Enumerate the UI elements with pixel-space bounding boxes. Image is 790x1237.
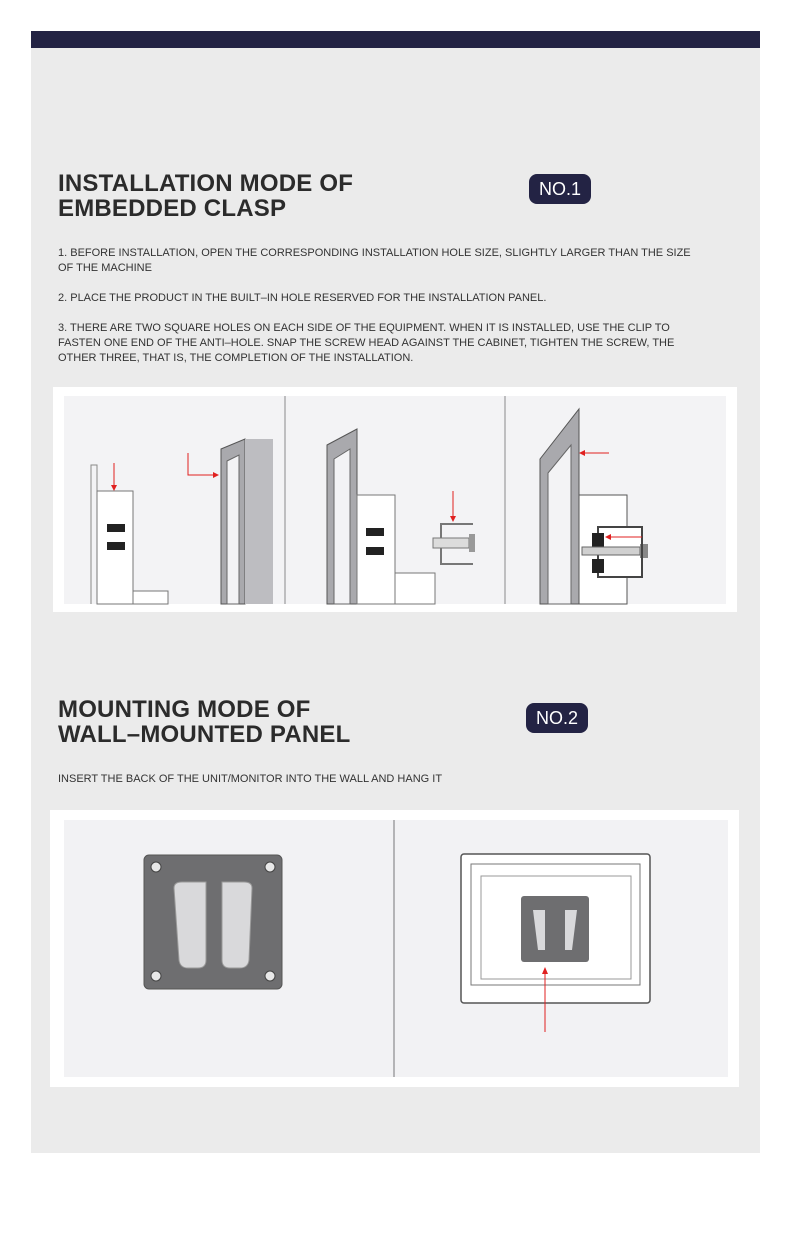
section1-title-line1: INSTALLATION MODE OF (58, 170, 354, 197)
section1-title (58, 171, 353, 221)
top-banner-bar (31, 31, 760, 48)
section1-step-1: 1. BEFORE INSTALLATION, OPEN THE CORRESPONDING INSTALLATION HOLE SIZE, SLIGHTLY LARGER THAN THE SIZE OF THE MACHINE (58, 247, 691, 274)
section2-description: INSERT THE BACK OF THE UNIT/MONITOR INTO THE WALL AND HANG IT (58, 773, 443, 785)
section2-title-line1: MOUNTING MODE OF (58, 696, 311, 723)
wall-bracket-diagram (144, 855, 282, 989)
section1-badge: NO.1 (529, 174, 591, 204)
section2-title-line2: WALL–MOUNTED PANEL (58, 721, 351, 748)
section1-step-3: 3. THERE ARE TWO SQUARE HOLES ON EACH SIDE OF THE EQUIPMENT. WHEN IT IS INSTALLED, USE THE CLIP TO FASTEN ONE END OF THE ANTI–HOLE. SNAP THE SCREW HEAD AGAINST THE CABINET, TIGHTEN THE SCREW, THE OTHER THREE, THAT IS, THE COMPLETION OF THE INSTALLATION. (58, 322, 675, 364)
section1-step-2: 2. PLACE THE PRODUCT IN THE BUILT–IN HOLE RESERVED FOR THE INSTALLATION PANEL. (58, 292, 547, 304)
wall-mount-illustration (50, 810, 739, 1087)
section1-title-line2: EMBEDDED CLASP (58, 195, 287, 222)
embedded-clasp-illustration (53, 387, 737, 612)
section2-badge: NO.2 (526, 703, 588, 733)
section2-title (58, 697, 350, 747)
